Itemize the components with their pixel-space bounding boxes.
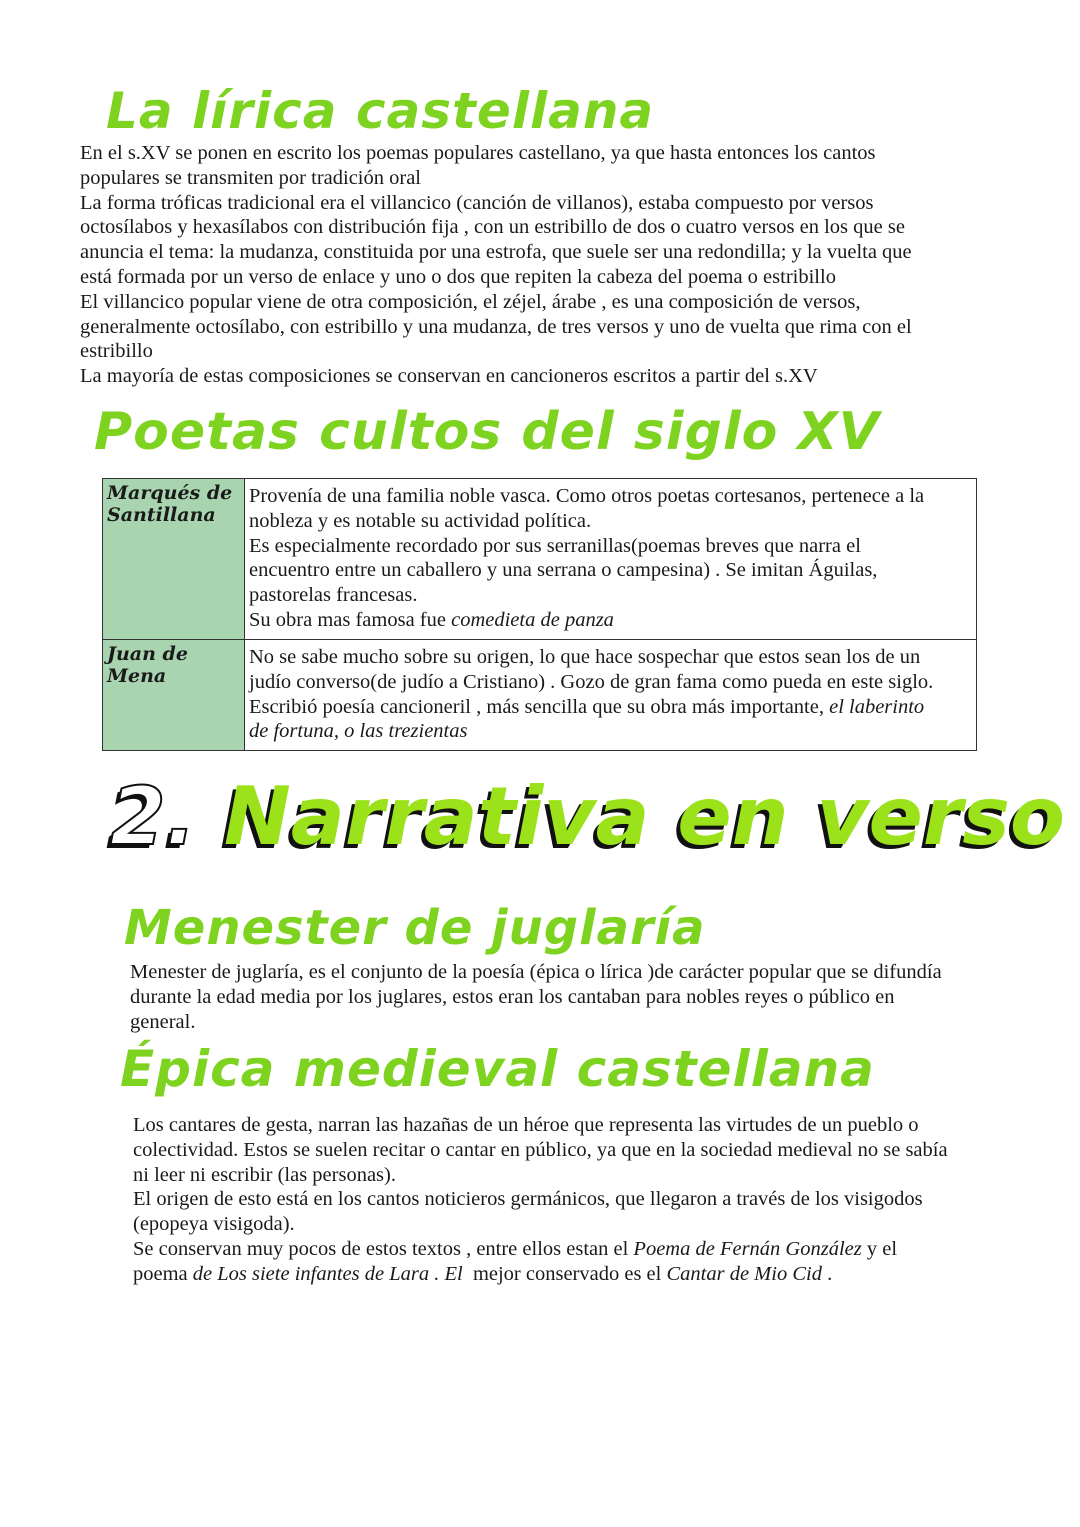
text-segment: . (821, 1262, 833, 1285)
work-title: Poema de Fernán González (633, 1237, 862, 1260)
text-line: populares se transmiten por tradición oral (80, 166, 421, 189)
text-line: Provenía de una familia noble vasca. Como otros poetas cortesanos, pertenece a la (249, 485, 925, 507)
paragraph-epica (133, 1113, 1013, 1287)
table-row (103, 640, 977, 751)
text-line: Los cantares de gesta, narran las hazañas de un héroe que representa las virtudes de un pueblo o (133, 1114, 919, 1136)
text-segment: mejor conservado es el (462, 1262, 667, 1285)
text-line: estribillo (80, 340, 153, 363)
text-line: pastorelas francesas. (249, 584, 418, 607)
text-line: (epopeya visigoda). (133, 1213, 295, 1236)
text-line (133, 1262, 1013, 1287)
text-segment: poema (133, 1262, 193, 1285)
poet-name-mena: Juan de Mena (103, 640, 245, 751)
text-segment: y el (861, 1237, 898, 1260)
text-line: La mayoría de estas composiciones se conservan en cancioneros escritos a partir del s.XV (80, 365, 818, 388)
heading-epica-medieval: Épica medieval castellana (120, 1040, 875, 1098)
poet-description-mena (245, 640, 977, 751)
text-line: colectividad. Estos se suelen recitar o cantar en público, ya que en la sociedad medieval no se sabía (133, 1138, 948, 1161)
heading-lirica-castellana: La lírica castellana (106, 82, 655, 140)
text-line: encuentro entre un caballero y una serrana o campesina) . Se imitan Águilas, (249, 559, 878, 582)
chapter-number: 2. (110, 770, 197, 863)
work-title: Cantar de Mio Cid (666, 1262, 822, 1285)
work-title: el laberinto (829, 695, 925, 718)
text-line: Es especialmente recordado por sus serranillas(poemas breves que narra el (249, 534, 861, 557)
text-line: generalmente octosílabo, con estribillo y una mudanza, de tres versos y uno de vuelta que rima con el (80, 315, 912, 338)
poets-table (102, 478, 977, 751)
heading-poetas-cultos: Poetas cultos del siglo XV (94, 402, 880, 462)
text-line: durante la edad media por los juglares, estos eran los cantaban para nobles reyes o público en (130, 985, 895, 1008)
heading-menester-juglaria: Menester de juglaría (124, 900, 706, 956)
work-title: de Los siete infantes de Lara . El (192, 1262, 463, 1285)
text-line: general. (130, 1010, 196, 1033)
text-segment: Se conservan muy pocos de estos textos , entre ellos estan el (133, 1237, 634, 1260)
text-line: Menester de juglaría, es el conjunto de la poesía (épica o lírica )de carácter popular que se difundía (130, 961, 942, 983)
text-segment: Su obra mas famosa fue (249, 608, 452, 631)
poet-name-santillana: Marqués de Santillana (103, 479, 245, 640)
chapter-heading (110, 770, 1065, 863)
text-line: anuncia el tema: la mudanza, constituida por una estrofa, que suele ser una redondilla; y la vuelta que (80, 241, 912, 264)
work-title: de fortuna, o las trezientas (249, 720, 468, 743)
text-line: El origen de esto está en los cantos noticieros germánicos, que llegaron a través de los visigodos (133, 1188, 923, 1211)
text-line (249, 719, 972, 744)
text-line (249, 608, 972, 633)
text-line: ni leer ni escribir (las personas). (133, 1163, 396, 1186)
poet-description-santillana (245, 479, 977, 640)
text-line: judío converso(de judío a Cristiano) . Gozo de gran fama como pueda en este siglo. (249, 670, 934, 693)
text-line (133, 1237, 1013, 1262)
text-segment: Escribió poesía cancioneril , más sencilla que su obra más importante, (249, 695, 830, 718)
text-line: El villancico popular viene de otra composición, el zéjel, árabe , es una composición de versos, (80, 290, 861, 313)
text-line (249, 695, 972, 720)
paragraph-lirica (80, 141, 980, 389)
chapter-title: Narrativa en verso (223, 770, 1065, 863)
paragraph-juglaria (130, 960, 1010, 1034)
text-line: está formada por un verso de enlace y uno o dos que repiten la cabeza del poema o estribillo (80, 265, 836, 288)
text-line: octosílabos y hexasílabos con distribución fija , con un estribillo de dos o cuatro versos en los que se (80, 216, 905, 239)
text-line: En el s.XV se ponen en escrito los poemas populares castellano, ya que hasta entonces los cantos (80, 142, 876, 164)
text-line: La forma tróficas tradicional era el villancico (canción de villanos), estaba compuesto por versos (80, 191, 874, 214)
work-title: comedieta de panza (451, 608, 614, 631)
text-line: nobleza y es notable su actividad política. (249, 509, 592, 532)
table-row (103, 479, 977, 640)
text-line: No se sabe mucho sobre su origen, lo que hace sospechar que estos sean los de un (249, 646, 921, 668)
